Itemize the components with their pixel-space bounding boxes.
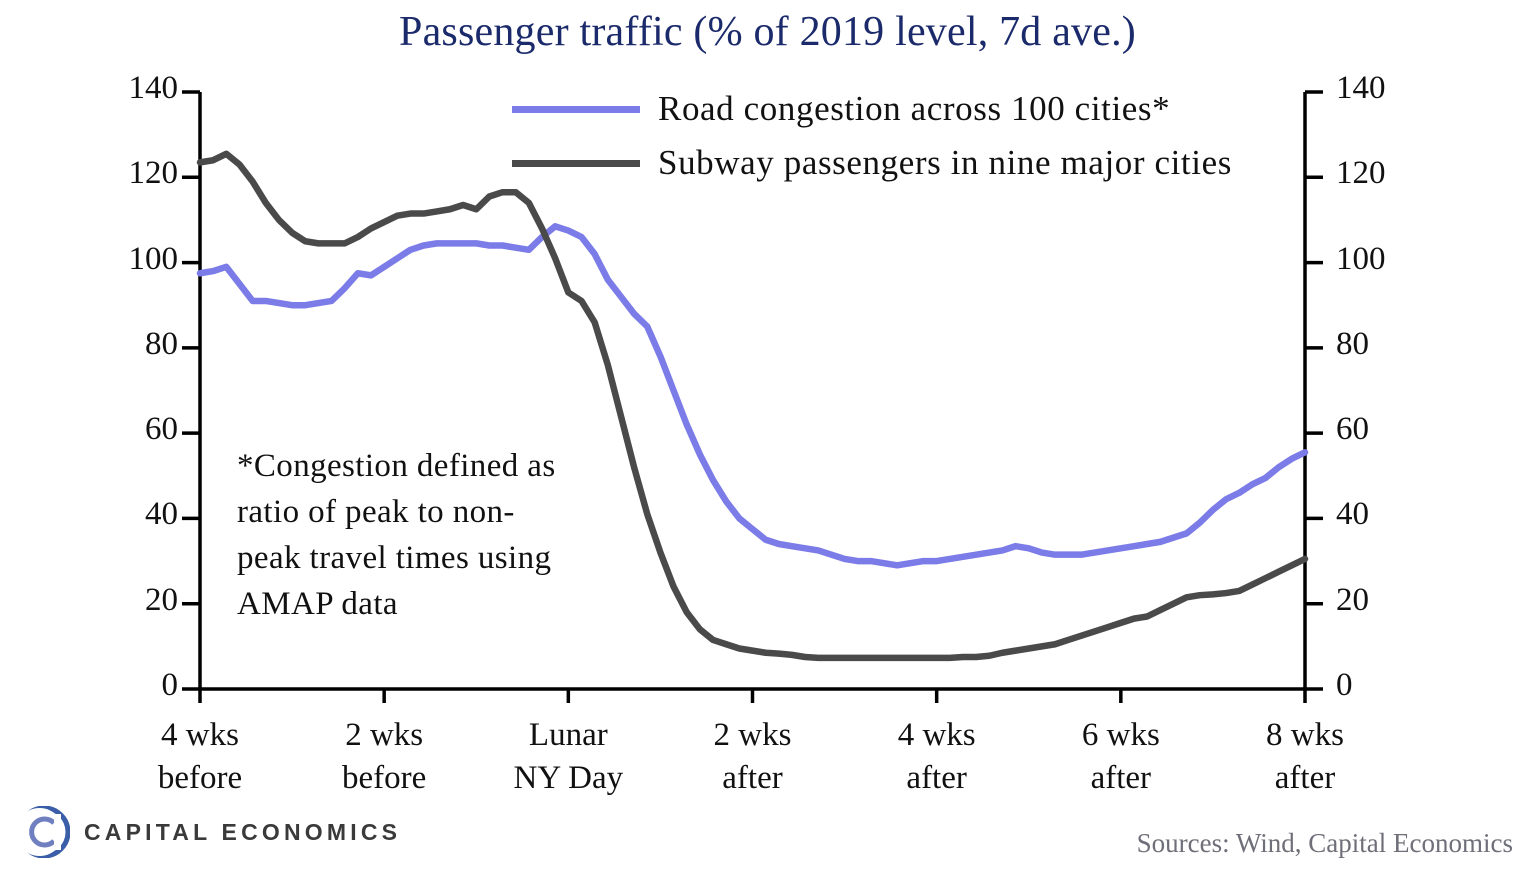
legend-swatch-subway [512,160,640,167]
y-axis-left-tick-40: 40 [145,496,178,533]
chart-annotation: *Congestion defined as ratio of peak to non-peak travel times using AMAP data [237,448,556,622]
y-axis-left-tick-20: 20 [145,581,178,618]
x-axis-tick-4: 4 wks after [897,717,976,796]
legend-item-road [512,82,1312,136]
y-axis-left-tick-80: 80 [145,325,178,362]
x-axis-tick-3: 2 wks after [713,717,792,796]
y-axis-right-tick-100: 100 [1336,240,1386,277]
y-axis-right-tick-20: 20 [1336,581,1369,618]
y-axis-right-tick-0: 0 [1336,667,1353,703]
legend-item-subway [512,136,1312,190]
legend-label-road: Road congestion across 100 cities* [658,89,1171,128]
y-axis-right-tick-80: 80 [1336,325,1369,362]
x-axis-tick-0: 4 wks before [157,717,243,796]
capital-economics-logo [18,806,401,858]
y-axis-left-tick-140: 140 [128,70,178,106]
logo-icon [18,806,70,858]
x-axis-tick-2: Lunar NY Day [513,717,624,796]
x-axis-tick-5: 6 wks after [1081,717,1160,796]
y-axis-left-tick-100: 100 [128,240,178,277]
legend-label-subway: Subway passengers in nine major cities [658,143,1232,182]
y-axis-right-tick-120: 120 [1336,155,1386,192]
chart-legend [512,82,1312,190]
y-axis-left-tick-120: 120 [128,155,178,192]
y-axis-right-tick-60: 60 [1336,411,1369,448]
chart-sources: Sources: Wind, Capital Economics [1136,828,1513,858]
x-axis-tick-6: 8 wks after [1266,717,1344,796]
y-axis-left-tick-60: 60 [145,411,178,448]
legend-swatch-road [512,106,640,113]
logo-wordmark: CAPITAL ECONOMICS [84,818,402,845]
y-axis-right-tick-40: 40 [1336,496,1369,533]
y-axis-left-tick-0: 0 [161,667,178,703]
chart-title: Passenger traffic (% of 2019 level, 7d ave.) [399,9,1136,55]
x-axis-tick-1: 2 wks before [342,717,427,796]
y-axis-right-tick-140: 140 [1336,70,1386,106]
